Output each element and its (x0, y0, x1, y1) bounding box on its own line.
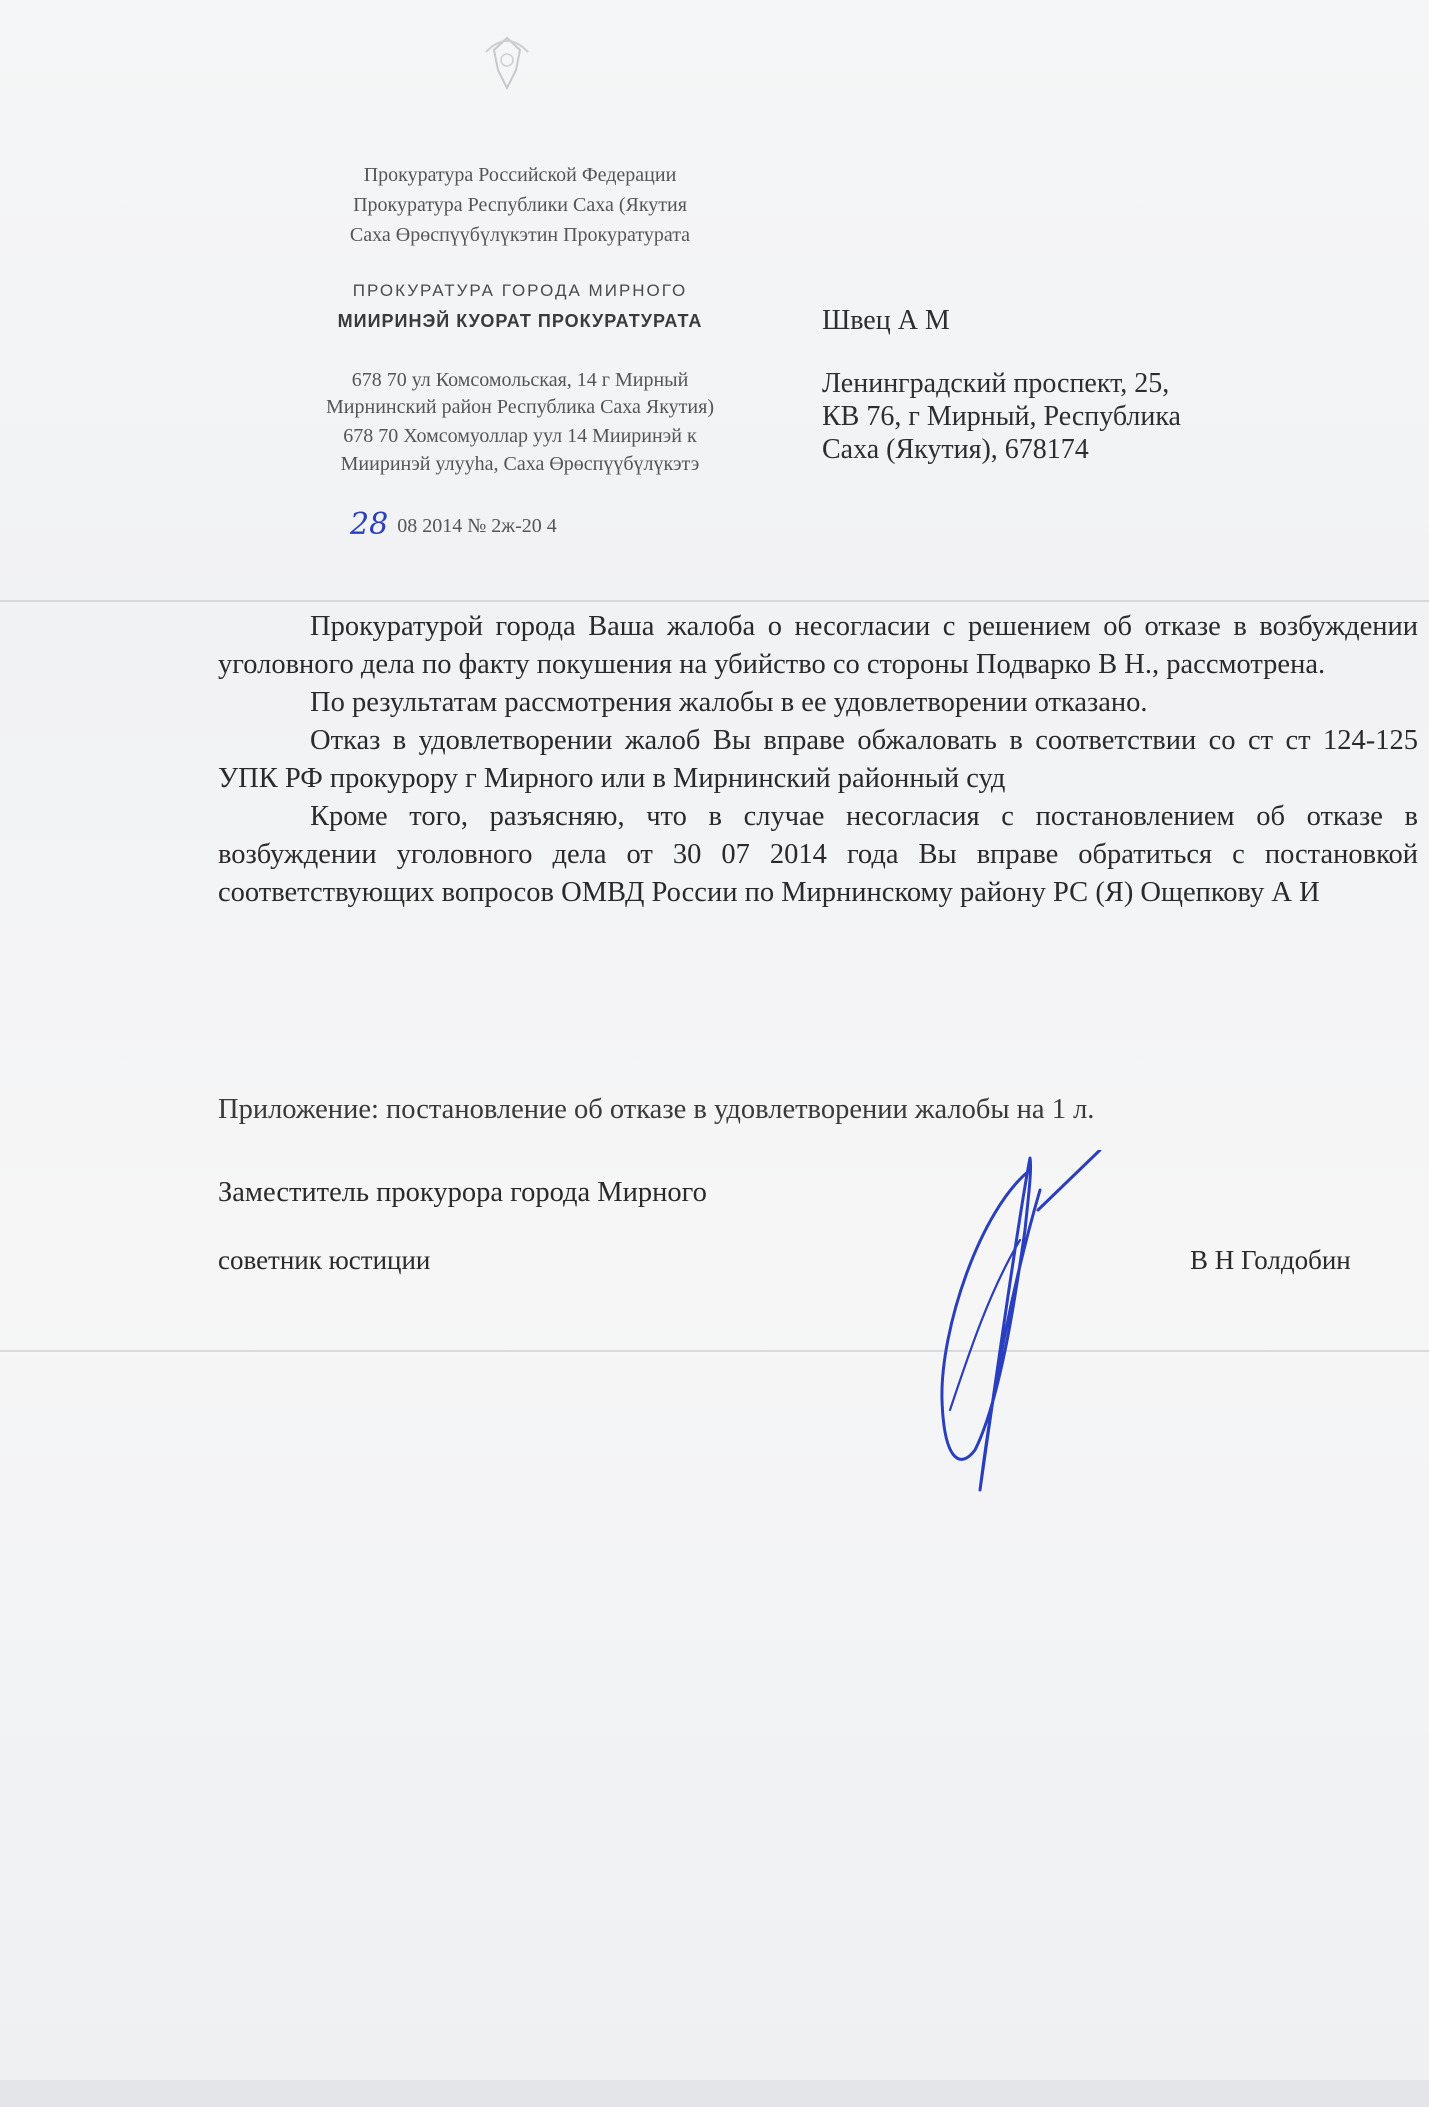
recipient-address-line: Саха (Якутия), 678174 (822, 434, 1089, 465)
recipient-address-line: КВ 76, г Мирный, Республика (822, 401, 1181, 432)
body-paragraph: По результатам рассмотрения жалобы в ее удовлетворении отказано. (310, 687, 1148, 718)
paper-fold-line (0, 600, 1429, 602)
letter-body (218, 608, 1418, 912)
registration-printed: 08 2014 № 2ж-20 4 (397, 515, 557, 537)
handwritten-signature (920, 1150, 1120, 1510)
paper-bottom-edge (0, 2080, 1429, 2107)
paper-fold-line (0, 1350, 1429, 1352)
appendix-note: Приложение: постановление об отказе в удовлетворении жалобы на 1 л. (218, 1094, 1095, 1125)
header-sakha-line: Саха Өрөспүүбүлүкэтин Прокуратурата (349, 224, 691, 246)
header-address-line: 678 70 Хомсомуоллар уул 14 Мииринэй к (343, 425, 697, 447)
header-org-name-ru: ПРОКУРАТУРА ГОРОДА МИРНОГО (352, 281, 688, 300)
signatory-name: В Н Голдобин (1190, 1245, 1351, 1275)
header-republic-line: Прокуратура Республики Саха (Якутия (353, 194, 687, 216)
body-paragraph: Отказ в удовлетворении жалоб Вы вправе обжаловать в соответствии со ст ст 124-125 УПК РФ прокурору г Мирного или в Мирнинский районный суд (218, 725, 1418, 794)
recipient-address-line: Ленинградский проспект, 25, (822, 368, 1170, 399)
handwritten-day: 28 (350, 507, 389, 542)
header-org-name-sakha: МИИРИНЭЙ КУОРАТ ПРОКУРАТУРАТА (337, 311, 703, 331)
body-paragraph: Прокуратурой города Ваша жалоба о несогласии с решением об отказе в возбуждении уголовного дела по факту покушения на убийство со стороны Подварко В Н., рассмотрена. (218, 611, 1418, 680)
coat-of-arms-emblem-icon (472, 30, 542, 110)
recipient-name: Швец А М (822, 305, 950, 336)
signatory-rank: советник юстиции (218, 1245, 431, 1275)
header-address-line: Мииринэй улууhа, Саха Өрөспүүбүлүкэтэ (340, 453, 700, 475)
header-address-line: 678 70 ул Комсомольская, 14 г Мирный (351, 369, 689, 391)
header-address-line: Мирнинский район Республика Саха Якутия) (326, 396, 714, 418)
registration-number (350, 505, 557, 540)
signatory-title: Заместитель прокурора города Мирного (218, 1177, 707, 1208)
header-ministry-line: Прокуратура Российской Федерации (363, 164, 677, 186)
body-paragraph: Кроме того, разъясняю, что в случае несогласия с постановлением об отказе в возбуждении уголовного дела от 30 07 2014 года Вы вправе обратиться с постановкой соответствующих вопросов ОМВД России по Мирнинскому району РС (Я) Ощепкову А И (218, 801, 1418, 908)
